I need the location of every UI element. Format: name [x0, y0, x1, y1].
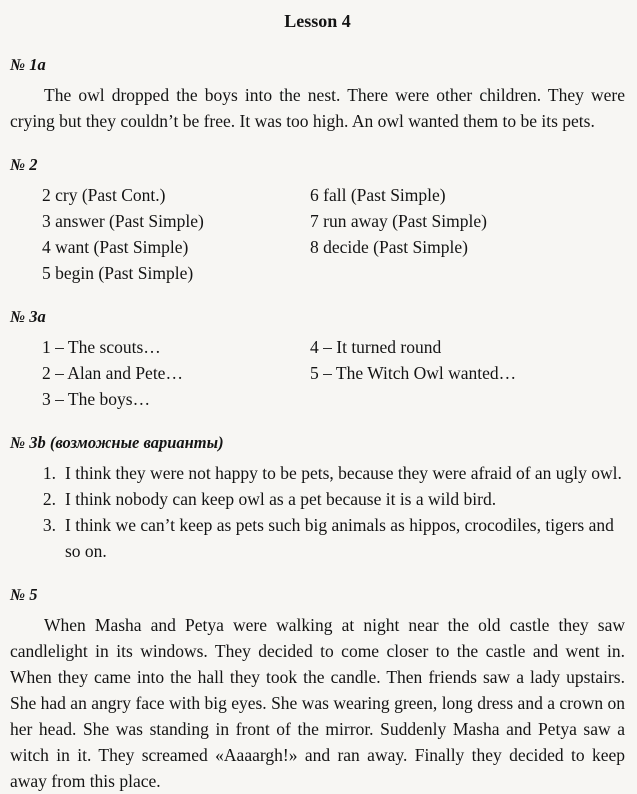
- section-3a-right-column: [310, 334, 625, 412]
- list-item-number: 3.: [42, 515, 56, 535]
- section-1a-paragraph: The owl dropped the boys into the nest. There were other children. They were crying but they couldn’t be free. It was too high. An owl wanted them to be its pets.: [10, 85, 625, 131]
- section-5-paragraph: When Masha and Petya were walking at night near the old castle they saw candlelight in its windows. They decided to come closer to the castle and went in. When they came into the hall they took the candle. Then friends saw a lady upstairs. She had an angry face with big eyes. She was wearing green, long dress and a crown on her head. She was standing in front of the mirror. Suddenly Masha and Petya saw a witch in it. They screamed «Aaaargh!» and ran away. Finally they decided to keep away from this place.: [10, 615, 625, 791]
- section-2-heading: № 2: [10, 155, 38, 174]
- list-item: 4 want (Past Simple): [42, 237, 189, 257]
- list-item-text: I think they were not happy to be pets, because they were afraid of an ugly owl.: [65, 463, 622, 483]
- list-item: 8 decide (Past Simple): [310, 237, 468, 257]
- list-item: [32, 460, 625, 486]
- section-5-heading: № 5: [10, 585, 38, 604]
- list-item-number: 1.: [42, 463, 56, 483]
- list-item: 2 – Alan and Pete…: [42, 363, 183, 383]
- section-3b-heading: № 3b (возможные варианты): [10, 433, 224, 452]
- section-3b-list: [10, 460, 625, 564]
- list-item-text: I think we can’t keep as pets such big animals as hippos, crocodiles, tigers and so on.: [65, 515, 614, 561]
- section-2-left-column: [42, 182, 310, 286]
- page-title: Lesson 4: [284, 11, 351, 31]
- list-item: [32, 486, 625, 512]
- section-2-list: [10, 182, 625, 286]
- list-item: 3 answer (Past Simple): [42, 211, 204, 231]
- section-2-right-column: [310, 182, 625, 286]
- list-item: 2 cry (Past Cont.): [42, 185, 166, 205]
- list-item: 6 fall (Past Simple): [310, 185, 446, 205]
- list-item: 1 – The scouts…: [42, 337, 161, 357]
- list-item: [32, 512, 625, 564]
- list-item-text: I think nobody can keep owl as a pet because it is a wild bird.: [65, 489, 497, 509]
- list-item: 5 begin (Past Simple): [42, 263, 194, 283]
- section-3a-list: [10, 334, 625, 412]
- list-item: 7 run away (Past Simple): [310, 211, 487, 231]
- section-3a-left-column: [42, 334, 310, 412]
- list-item: 4 – It turned round: [310, 337, 442, 357]
- section-1a-heading: № 1a: [10, 55, 46, 74]
- list-item: 5 – The Witch Owl wanted…: [310, 363, 517, 383]
- list-item: 3 – The boys…: [42, 389, 151, 409]
- list-item-number: 2.: [42, 489, 56, 509]
- section-3a-heading: № 3a: [10, 307, 46, 326]
